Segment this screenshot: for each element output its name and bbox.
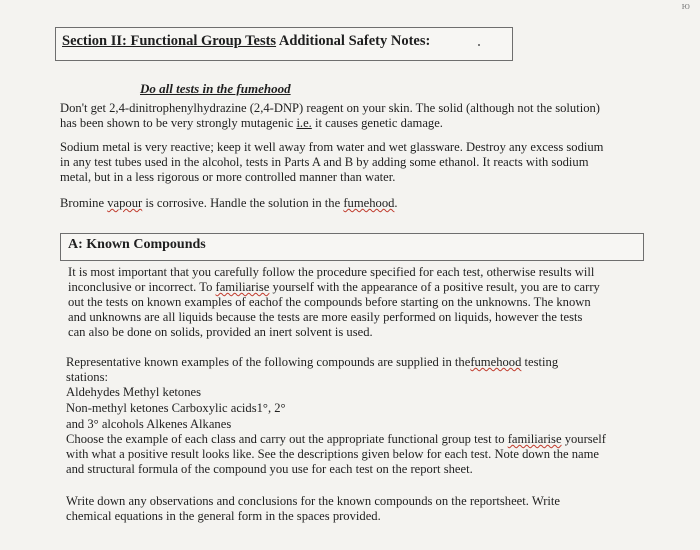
fumehood-word-2: fumehood xyxy=(470,355,522,369)
sodium-line-2: in any test tubes used in the alcohol, tests in Parts A and B by adding some ethanol. It reacts with sodium xyxy=(60,155,589,169)
rep-line-6 xyxy=(66,432,606,447)
dnp-line-1: Don't get 2,4-dinitrophenylhydrazine (2,4-DNP) reagent on your skin. The solid (although not the solution) xyxy=(60,101,600,115)
dnp-line-2 xyxy=(60,116,443,131)
known-text-end: yourself with the appearance of a positive result, you are to carry xyxy=(269,280,600,294)
rep-choose-text: Choose the example of each class and carry out the appropriate functional group test to xyxy=(66,432,508,446)
familiarise-word: familiarise xyxy=(215,280,270,294)
known-line-5: can also be done on solids, provided an inert solvent is used. xyxy=(68,325,373,339)
vapour-word: vapour xyxy=(107,196,143,210)
familiarise-word-2: familiarise xyxy=(507,432,562,446)
ie-abbrev: i.e. xyxy=(296,116,312,130)
corner-mark: ю xyxy=(681,0,690,12)
known-text: inconclusive or incorrect. To xyxy=(68,280,216,294)
section-ii-title xyxy=(62,33,430,50)
section-a-title: A: Known Compounds xyxy=(68,237,206,252)
sodium-line-1: Sodium metal is very reactive; keep it well away from water and wet glassware. Destroy any excess sodium xyxy=(60,140,604,154)
rep-text: Representative known examples of the following compounds are supplied in the xyxy=(66,355,471,369)
write-line-2: chemical equations in the general form in the spaces provided. xyxy=(66,509,381,523)
rep-choose-end: yourself xyxy=(561,432,606,446)
bromine-line xyxy=(60,196,398,211)
fumehood-word: fumehood xyxy=(343,196,395,210)
section-ii-subtitle: Additional Safety Notes: xyxy=(276,33,431,49)
sodium-line-3: metal, but in a less rigorous or more controlled manner than water. xyxy=(60,170,396,184)
known-line-4: and unknowns are all liquids because the tests are more easily performed on liquids, however the tests xyxy=(68,310,583,324)
rep-text-end: testing xyxy=(521,355,559,369)
stray-dot xyxy=(478,44,480,46)
rep-line-5: and 3° alcohols Alkenes Alkanes xyxy=(66,417,232,431)
rep-line-4: Non-methyl ketones Carboxylic acids1°, 2° xyxy=(66,401,286,415)
bromine-text-mid: is corrosive. Handle the solution in the xyxy=(142,196,344,210)
rep-line-8: and structural formula of the compound you use for each test on the report sheet. xyxy=(66,462,473,476)
rep-line-3: Aldehydes Methyl ketones xyxy=(66,385,202,399)
known-line-3: out the tests on known examples of eachof the compounds before starting on the unknowns. The known xyxy=(68,295,591,309)
rep-line-7: with what a positive result looks like. See the descriptions given below for each test. Note down the name xyxy=(66,447,600,461)
rep-line-1 xyxy=(66,355,558,370)
bromine-period: . xyxy=(394,196,398,210)
write-line-1: Write down any observations and conclusions for the known compounds on the reportsheet. Write xyxy=(66,494,560,508)
known-line-2 xyxy=(68,280,600,295)
bromine-text: Bromine xyxy=(60,196,108,210)
dnp-text-end: it causes genetic damage. xyxy=(311,116,443,130)
dnp-text: has been shown to be very strongly mutagenic xyxy=(60,116,297,130)
section-ii-label: Section II: Functional Group Tests xyxy=(62,33,277,49)
fumehood-heading: Do all tests in the fumehood xyxy=(140,81,291,96)
rep-line-2: stations: xyxy=(66,370,108,384)
known-line-1: It is most important that you carefully follow the procedure specified for each test, otherwise results will xyxy=(68,265,595,279)
